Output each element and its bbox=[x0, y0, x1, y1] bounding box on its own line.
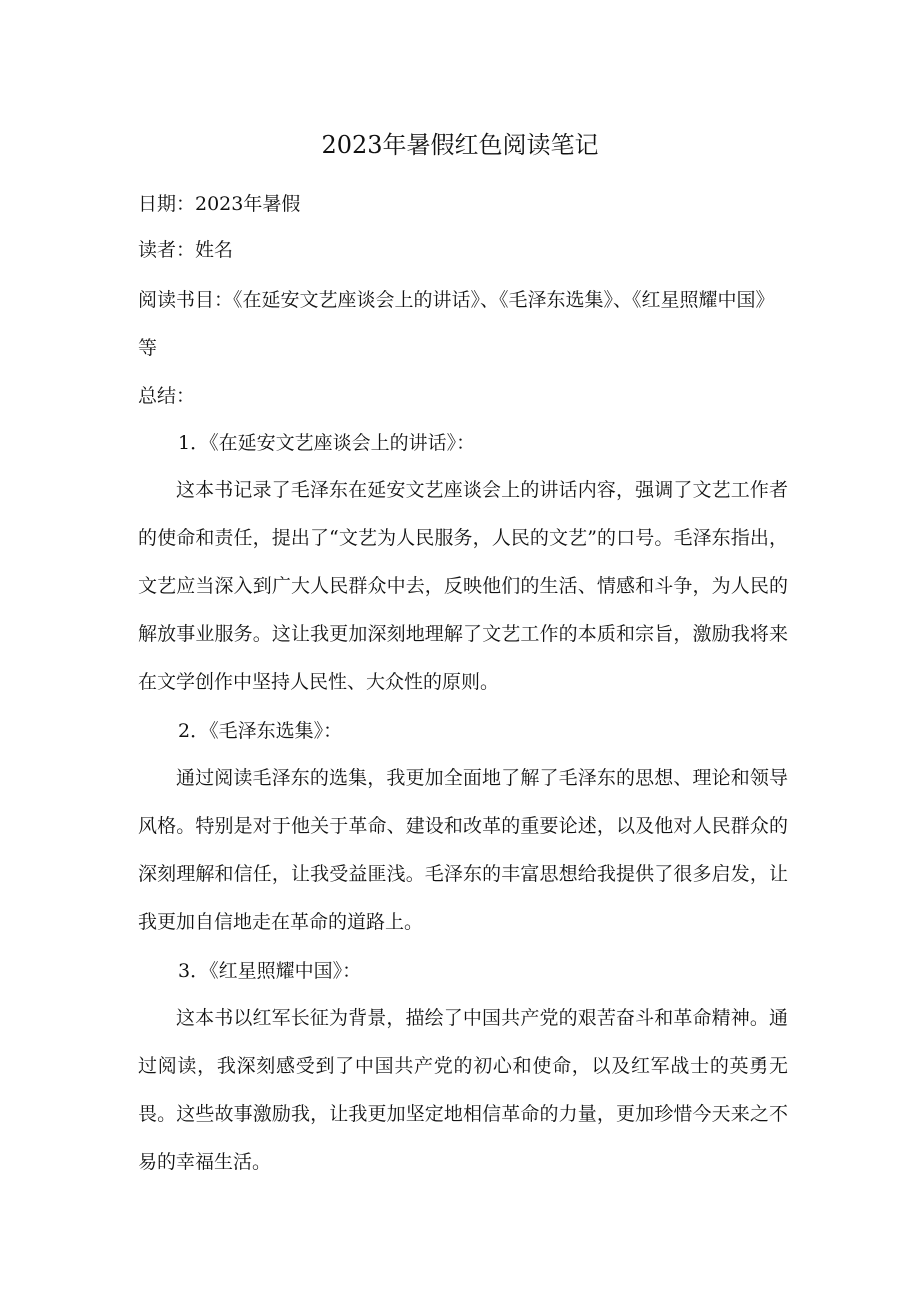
section-heading-3: 3．《红星照耀中国》： bbox=[178, 960, 362, 982]
reader-line: 读者：姓名 bbox=[138, 239, 234, 261]
document-title: 2023年暑假红色阅读笔记 bbox=[321, 131, 599, 159]
section-body-2: 通过阅读毛泽东的选集，我更加全面地了解了毛泽东的思想、理论和领导风格。特别是对于他关于革命、建设和改革的重要论述，以及他对人民群众的深刻理解和信任，让我受益匪浅。毛泽东的丰富思想给我提供了很多启发，让我更加自信地走在革命的道路上。 bbox=[138, 767, 788, 933]
section-body-3: 这本书以红军长征为背景，描绘了中国共产党的艰苦奋斗和革命精神。通过阅读，我深刻感受到了中国共产党的初心和使命，以及红军战士的英勇无畏。这些故事激励我，让我更加坚定地相信革命的力量，更加珍惜今天来之不易的幸福生活。 bbox=[138, 1007, 788, 1173]
summary-label: 总结： bbox=[138, 385, 196, 407]
section-heading-2: 2．《毛泽东选集》： bbox=[178, 720, 343, 742]
books-line: 阅读书目：《在延安文艺座谈会上的讲话》、《毛泽东选集》、《红星照耀中国》等 bbox=[138, 289, 775, 359]
section-body-1: 这本书记录了毛泽东在延安文艺座谈会上的讲话内容，强调了文艺工作者的使命和责任，提出了“文艺为人民服务，人民的文艺”的口号。毛泽东指出，文艺应当深入到广大人民群众中去，反映他们的生活、情感和斗争，为人民的解放事业服务。这让我更加深刻地理解了文艺工作的本质和宗旨，激励我将来在文学创作中坚持人民性、大众性的原则。 bbox=[138, 479, 788, 693]
section-heading-1: 1．《在延安文艺座谈会上的讲话》： bbox=[178, 432, 476, 454]
date-line: 日期：2023年暑假 bbox=[138, 193, 301, 215]
